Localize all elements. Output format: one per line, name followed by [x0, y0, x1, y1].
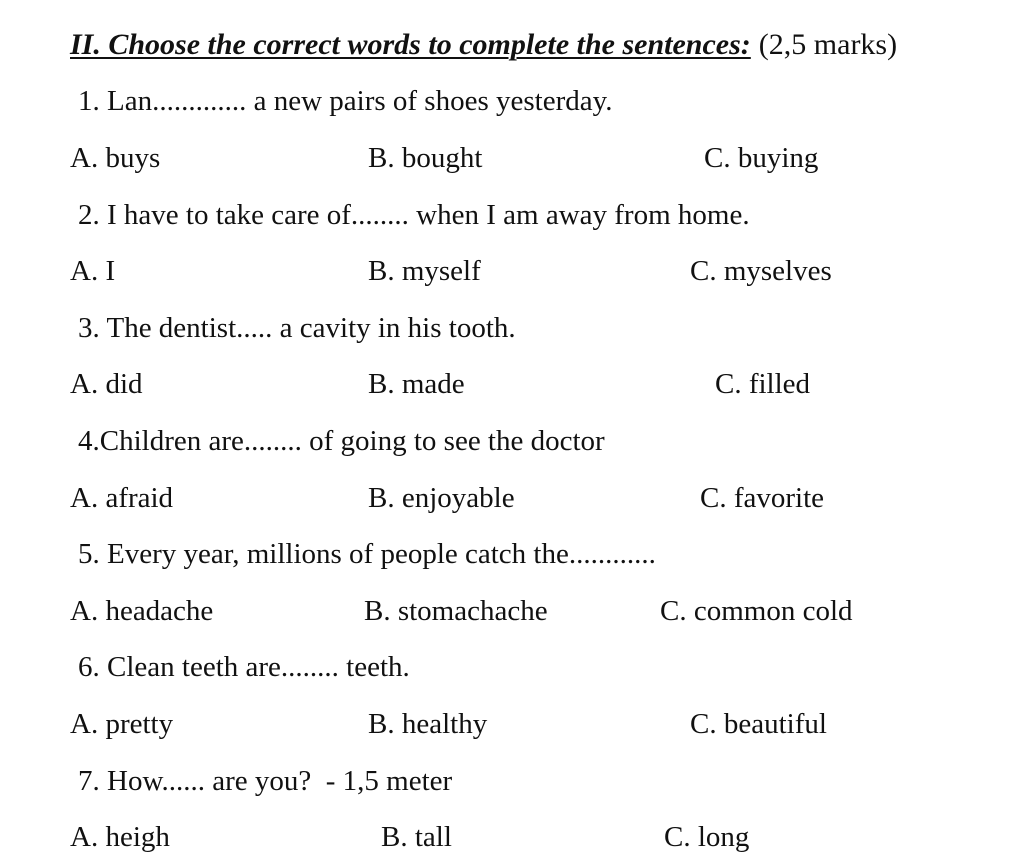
- q5-option-a: A. headache: [70, 595, 214, 627]
- section-heading: [70, 26, 897, 64]
- q5-option-b: B. stomachache: [364, 595, 548, 627]
- q4-option-c: C. favorite: [700, 482, 825, 514]
- question-2: 2. I have to take care of........ when I am away from home.: [78, 199, 750, 231]
- section-marks: (2,5 marks): [758, 28, 898, 61]
- q1-option-b: B. bought: [368, 142, 483, 174]
- q6-option-c: C. beautiful: [690, 708, 827, 740]
- q5-option-c: C. common cold: [660, 595, 853, 627]
- q3-option-b: B. made: [368, 368, 465, 400]
- question-7: 7. How...... are you? - 1,5 meter: [78, 765, 453, 797]
- q3-option-a: A. did: [70, 368, 143, 400]
- q2-option-a: A. I: [70, 255, 116, 287]
- q7-option-c: C. long: [664, 821, 750, 853]
- q7-option-a: A. heigh: [70, 821, 170, 853]
- question-5: 5. Every year, millions of people catch the............: [78, 538, 656, 570]
- question-4: 4.Children are........ of going to see the doctor: [78, 425, 605, 457]
- section-title: II. Choose the correct words to complete the sentences:: [70, 28, 751, 61]
- q2-option-b: B. myself: [368, 255, 481, 287]
- q3-option-c: C. filled: [715, 368, 811, 400]
- q6-option-a: A. pretty: [70, 708, 174, 740]
- question-3: 3. The dentist..... a cavity in his tooth.: [78, 312, 516, 344]
- q6-option-b: B. healthy: [368, 708, 488, 740]
- question-1: 1. Lan............. a new pairs of shoes yesterday.: [78, 85, 613, 117]
- question-6: 6. Clean teeth are........ teeth.: [78, 651, 410, 683]
- q4-option-b: B. enjoyable: [368, 482, 515, 514]
- q4-option-a: A. afraid: [70, 482, 174, 514]
- q7-option-b: B. tall: [381, 821, 452, 853]
- q1-option-c: C. buying: [704, 142, 819, 174]
- q1-option-a: A. buys: [70, 142, 161, 174]
- q2-option-c: C. myselves: [690, 255, 832, 287]
